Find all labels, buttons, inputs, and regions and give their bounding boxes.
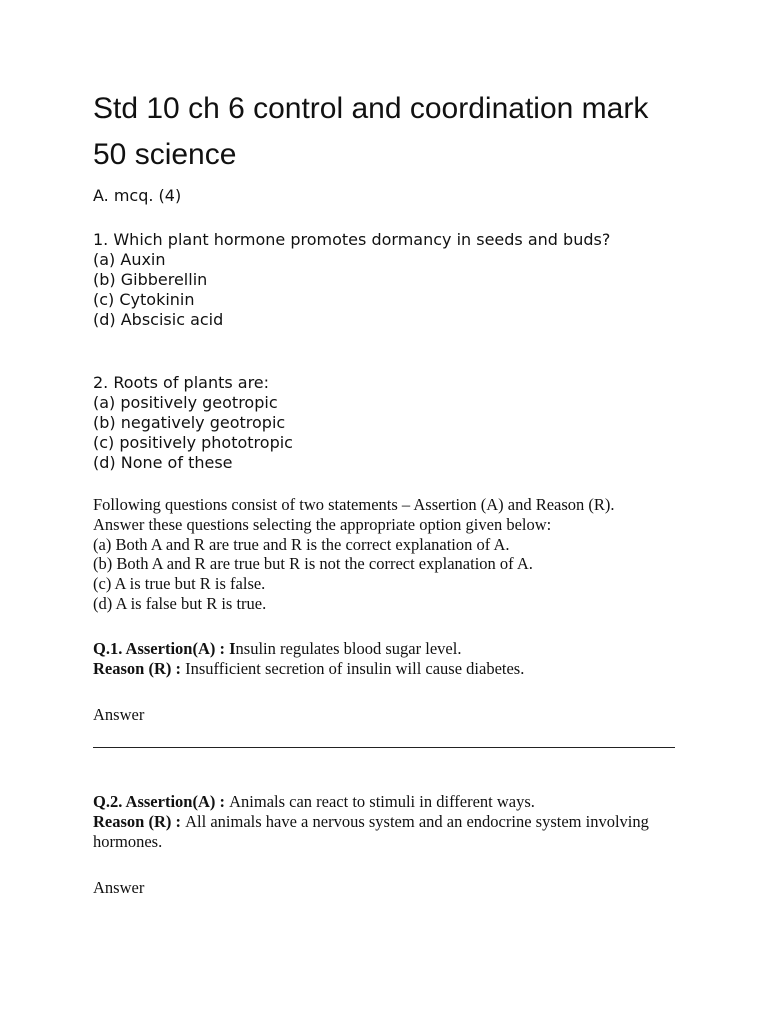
reason-line — [93, 659, 683, 679]
reason-label: Reason (R) : — [93, 658, 186, 678]
assertion-reason-question-1 — [93, 639, 683, 679]
option-c: (c) positively phototropic — [93, 433, 293, 452]
section-a-label: A. mcq. (4) — [93, 186, 182, 205]
answer-label-2 — [93, 878, 683, 898]
answer-label-1 — [93, 705, 683, 725]
assertion-line — [93, 792, 683, 812]
instructions-line-1: Following questions consist of two statements – Assertion (A) and Reason (R). — [93, 495, 615, 514]
assertion-label: Q.1. Assertion(A) : I — [93, 639, 236, 658]
ar-option-a: (a) Both A and R are true and R is the correct explanation of A. — [93, 534, 510, 554]
answer-label: Answer — [93, 878, 145, 897]
question-text: 1. Which plant hormone promotes dormancy in seeds and buds? — [93, 230, 611, 249]
option-c: (c) Cytokinin — [93, 290, 195, 309]
ar-option-b: (b) Both A and R are true but R is not the correct explanation of A. — [93, 554, 533, 574]
section-a-heading — [93, 186, 683, 206]
option-d: (d) None of these — [93, 453, 233, 472]
document-title: Std 10 ch 6 control and coordination mark 50 science — [93, 92, 649, 171]
answer-line — [93, 747, 675, 748]
assertion-label: Q.2. Assertion(A) : — [93, 792, 230, 811]
instructions-line-2: Answer these questions selecting the appropriate option given below: — [93, 514, 552, 534]
assertion-reason-instructions — [93, 495, 683, 614]
assertion-text: nsulin regulates blood sugar level. — [235, 639, 462, 658]
ar-option-c: (c) A is true but R is false. — [93, 574, 266, 594]
option-a: (a) Auxin — [93, 250, 166, 269]
reason-label: Reason (R) : — [93, 811, 186, 831]
reason-line — [93, 812, 683, 852]
option-b: (b) Gibberellin — [93, 270, 208, 289]
reason-text: All animals have a nervous system and an endocrine system involving hormones. — [93, 811, 649, 851]
assertion-line — [93, 639, 683, 659]
assertion-text: Animals can react to stimuli in different ways. — [229, 792, 535, 811]
option-d: (d) Abscisic acid — [93, 310, 224, 329]
answer-label: Answer — [93, 705, 145, 724]
question-text: 2. Roots of plants are: — [93, 373, 270, 392]
option-a: (a) positively geotropic — [93, 393, 278, 412]
ar-option-d: (d) A is false but R is true. — [93, 593, 267, 613]
mcq-question-1 — [93, 230, 683, 330]
option-b: (b) negatively geotropic — [93, 413, 286, 432]
mcq-question-2 — [93, 373, 683, 473]
assertion-reason-question-2 — [93, 792, 683, 851]
reason-text: Insufficient secretion of insulin will cause diabetes. — [185, 658, 525, 678]
